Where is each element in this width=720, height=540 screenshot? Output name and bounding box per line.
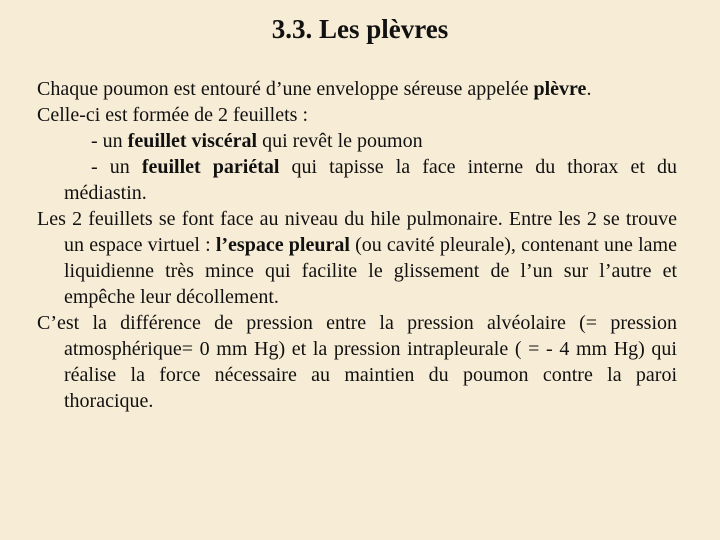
text: Chaque poumon est entouré d’une enveloppe séreuse appelée [37,78,534,100]
bullet-visceral-layer [37,128,677,154]
paragraph-two-layers: Celle-ci est formée de 2 feuillets : [37,104,309,126]
text: (ou cavité pleurale), contenant une lame liquidienne très mince qui facilite le glissement de l’un sur l’autre et empêche leur décollement. [64,234,677,308]
slide-title: 3.3. Les plèvres [271,14,449,44]
text: - un [91,156,142,178]
paragraph-pleura-definition [37,76,677,102]
paragraph-pleural-space [37,206,677,310]
slide-body [37,76,677,414]
text: qui revêt le poumon [257,130,423,152]
term-espace-pleural: l’espace pleural [215,234,350,256]
text: . [586,78,592,100]
term-feuillet-visceral: feuillet viscéral [127,130,258,152]
paragraph-pressure: C’est la différence de pression entre la pression alvéolaire (= pression atmosphérique= 0 mm Hg) et la pression intrapleurale ( = - 4 mm Hg) qui réalise la force nécessaire au maintien du poumon contre la paroi thoracique. [37,312,677,412]
bullet-parietal-layer [37,154,677,206]
term-feuillet-parietal: feuillet pariétal [141,156,280,178]
text: qui tapisse la face interne du thorax et du médiastin. [64,156,677,204]
term-plevre: plèvre [533,78,587,100]
text: - un [91,130,128,152]
text: Les 2 feuillets se font face au niveau du hile pulmonaire. Entre les 2 se trouve un espace virtuel : [37,208,677,256]
